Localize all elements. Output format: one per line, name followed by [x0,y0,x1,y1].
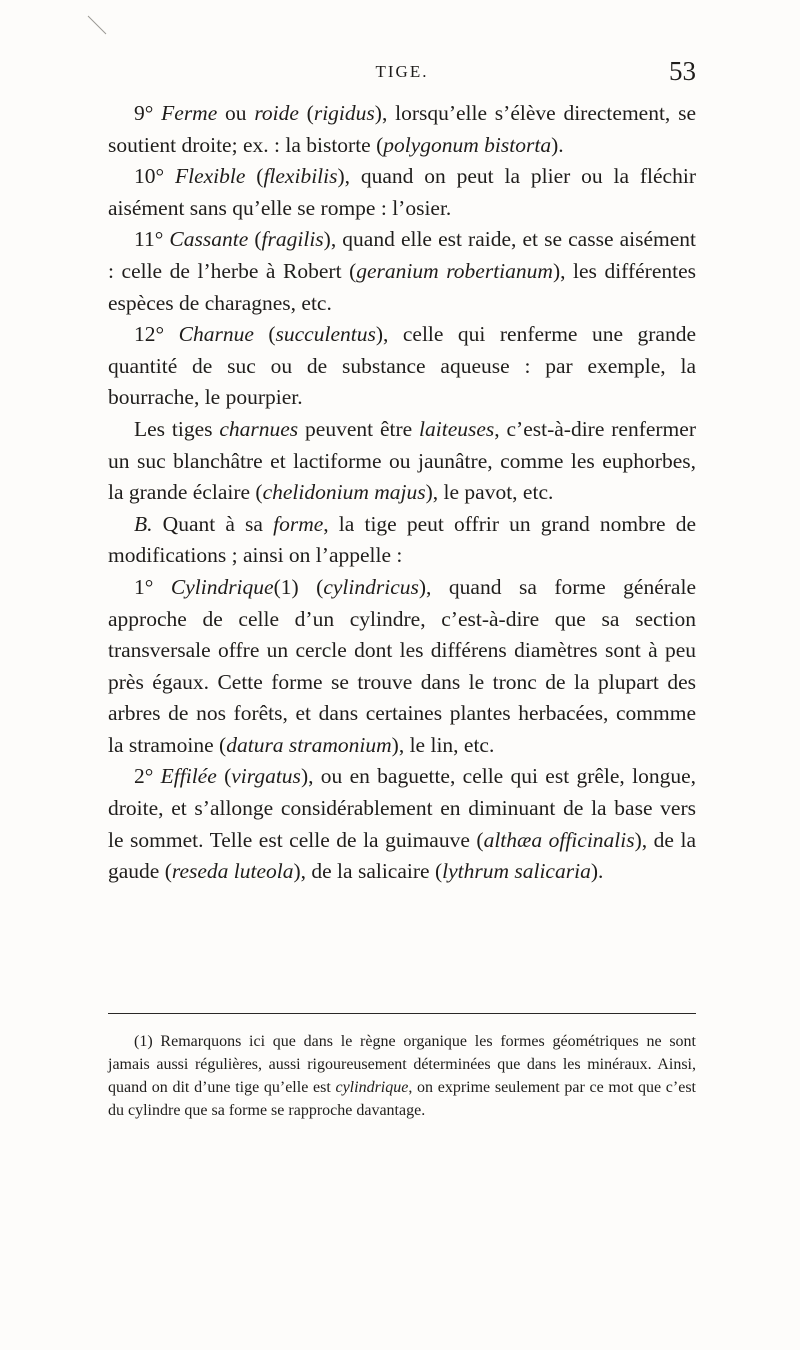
term: Cylindrique [170,574,274,599]
paragraph-effilee [108,761,696,887]
paragraph-flexible [108,161,696,224]
footnote-divider [108,1013,696,1014]
text-run: ), quand elle est raide, et se casse aisément : celle de l’herbe à Robert ( [108,227,696,283]
item-number: 1° [134,574,154,599]
text-run: ( [298,574,324,599]
latin-name: virgatus [231,764,301,789]
text-run: ), quand on peut la plier ou la fléchir aisément sans qu’elle se rompe : l’osier. [108,164,696,220]
text-run: ( [248,227,262,252]
term: Flexible [174,164,246,189]
latin-name: polygonum bistorta [383,132,552,157]
text-run: ), celle qui renferme une grande quantité de suc ou de substance aqueuse : par exemple, la bourrache, le pourpier. [108,322,696,410]
term: forme [273,511,324,536]
text-run: ), lorsqu’elle s’élève directement, se soutient droite; ex. : la bistorte ( [108,101,696,157]
footnote-ref: (1) [273,574,299,599]
item-number: 10° [134,164,165,189]
text-run: ), de la gaude ( [108,827,696,884]
item-number: 11° [134,227,164,252]
text-run: , la tige peut offrir un grand nombre de modifications ; ainsi on l’appelle : [108,511,696,568]
term: cylindrique [335,1079,409,1096]
latin-name: flexibilis [263,164,338,189]
term: charnues [219,416,299,441]
stray-mark-icon [86,14,108,36]
term: Effilée [160,764,217,789]
text-run: ( [298,101,314,125]
text-run: ), ou en baguette, celle qui est grêle, longue, droite, et s’allonge considérablement en diminuant de la base vers le sommet. Telle est celle de la guimauve ( [108,764,696,852]
text-run: (1) Remarquons ici que dans le règne organique les formes géométriques ne sont jamais aussi régulières, aussi rigoureusement déterminées que dans les minéraux. Ainsi, quand on dit d’une tige qu’elle est [108,1033,696,1096]
text-run: ou [217,101,255,125]
paragraph-forme [108,509,696,572]
paragraph-laiteuses [108,414,696,509]
footnote [108,1030,696,1122]
text-run: ), les différentes espèces de charagnes, etc. [108,258,696,315]
latin-name: datura stramonium [226,732,392,757]
text-run: peuvent être [298,416,420,441]
latin-name: fragilis [261,227,324,252]
running-title: TIGE. [375,62,429,81]
text-run: ), le pavot, etc. [425,480,554,505]
text-run: ). [551,132,564,157]
latin-name: geranium robertianum [356,258,553,283]
paragraph-ferme [108,98,696,161]
latin-name: chelidonium majus [262,480,426,505]
paragraph-charnue [108,319,696,414]
text-run: , c’est-à-dire renfermer un suc blanchâtre et lactiforme ou jaunâtre, comme les euphorbes, la grande éclaire ( [108,416,696,505]
item-number: 12° [134,322,165,347]
term: roide [254,101,299,125]
section-letter: B. [134,511,153,536]
text-run: Les tiges [134,416,220,441]
latin-name: althæa officinalis [483,827,635,852]
latin-name: lythrum salicaria [442,859,591,884]
footnote-text [108,1030,696,1122]
text-run: ( [245,164,264,189]
text-run: , on exprime seulement par ce mot que c’est du cylindre que sa forme se rapproche davantage. [108,1079,697,1119]
running-head [108,56,696,94]
term: Ferme [161,101,218,125]
text-run: ), le lin, etc. [391,732,495,757]
text-run: Quant à sa [152,511,274,536]
text-run: ), quand sa forme générale approche de celle d’un cylindre, c’est-à-dire que sa section transversale offre un cercle dont les différens diamètres sont à peu près égaux. Cette forme se trouve dans le tronc de la plupart des arbres de nos forêts, et dans certaines plantes herbacées, commme la stramoine ( [108,574,696,757]
term: laiteuses [419,416,495,441]
term: Cassante [169,227,249,252]
page-number: 53 [669,56,696,86]
paragraph-cassante [108,224,696,319]
latin-name: cylindricus [323,574,419,599]
text-run: ( [216,764,232,789]
latin-name: rigidus [313,101,375,125]
text-run: ), de la salicaire ( [293,859,443,884]
text-run: ). [590,859,604,884]
term: Charnue [178,322,254,347]
text-run: ( [253,322,276,347]
item-number: 9° [134,101,154,125]
main-text [108,98,696,888]
latin-name: succulentus [275,322,376,347]
latin-name: reseda luteola [171,859,294,884]
paragraph-cylindrique [108,572,696,762]
item-number: 2° [134,764,154,789]
